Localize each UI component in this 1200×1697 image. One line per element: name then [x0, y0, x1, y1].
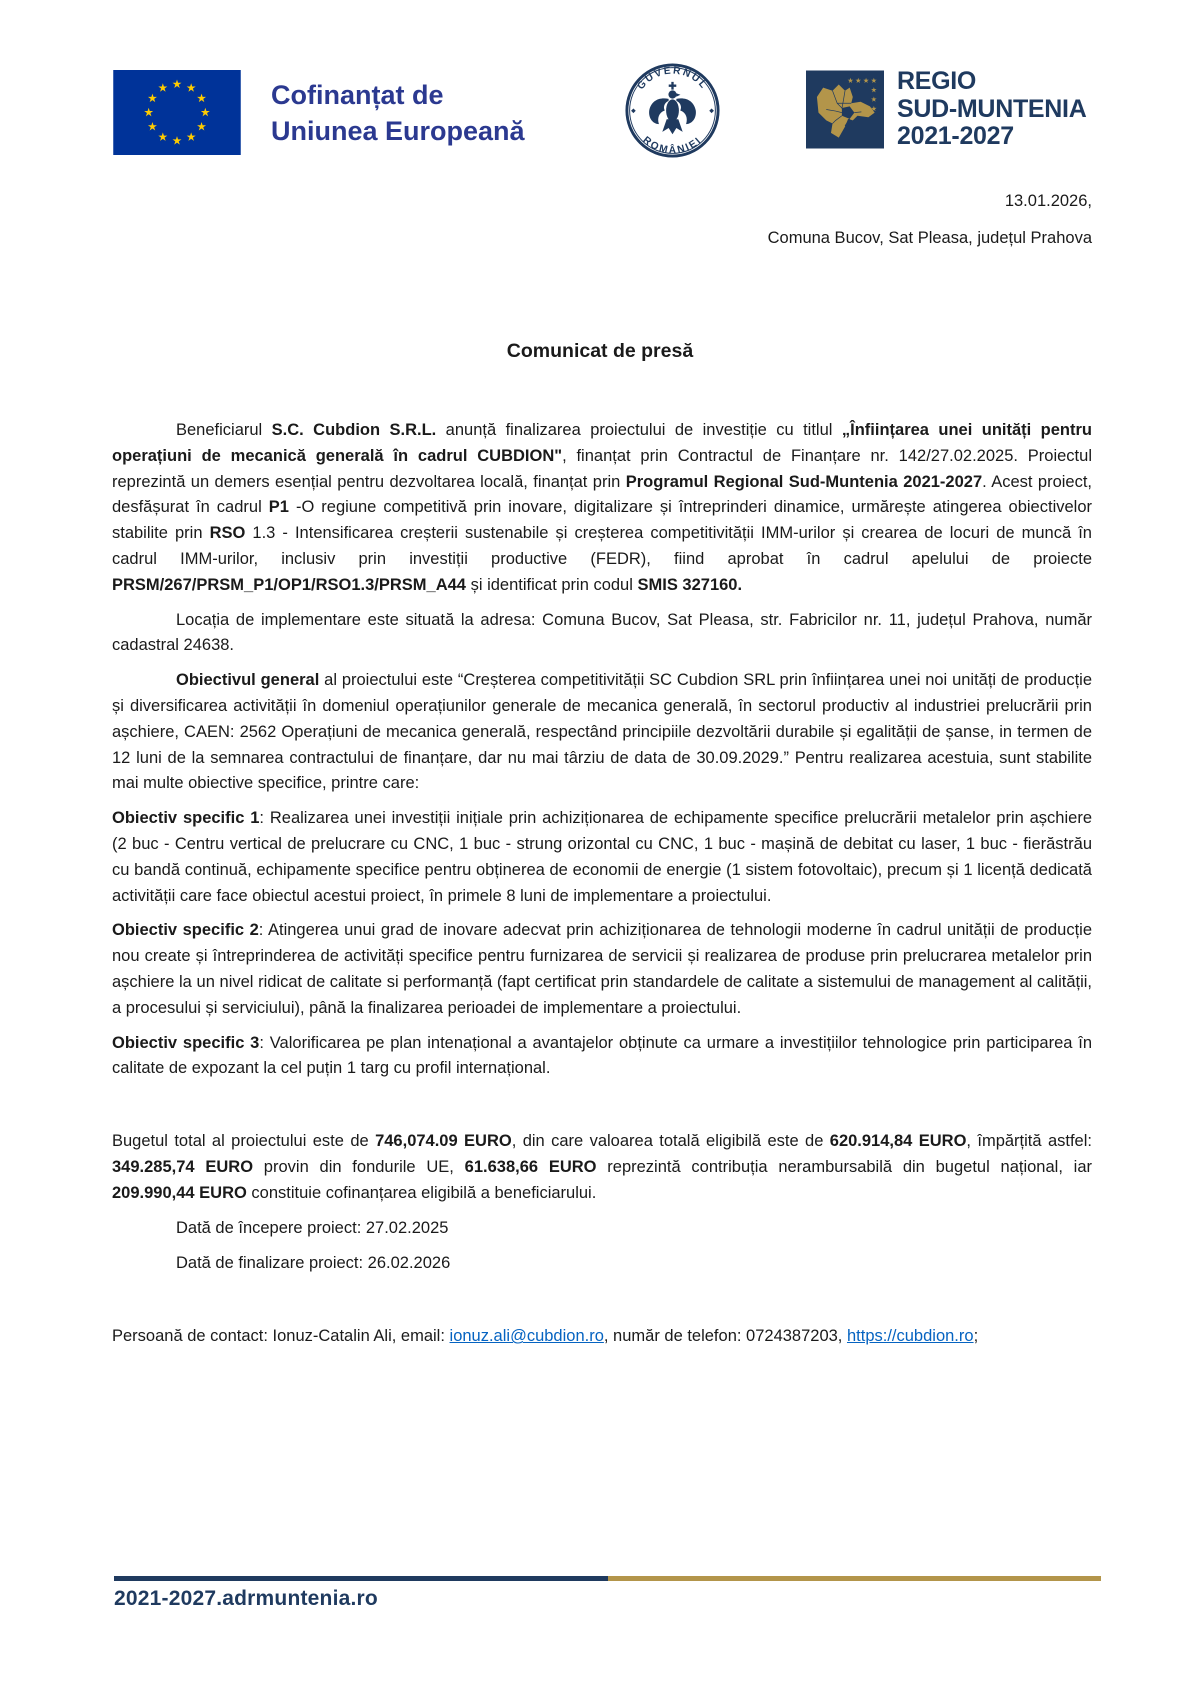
regio-logo — [806, 68, 1086, 151]
end-date-line: Dată de finalizare proiect: 26.02.2026 — [176, 1254, 451, 1273]
footer-divider — [114, 1576, 1101, 1581]
intro-paragraph: Beneficiarul S.C. Cubdion S.R.L. anunță finalizarea proiectului de investiție cu titlul „Înființarea unei unități pentru operațiuni de mecanică generală în cadrul CUBDION", finanțat prin Contractul de Finanțare nr. 142/27.02.2025. Proiectul reprezintă un demers esențial pentru dezvoltarea locală, finanțat prin Programul Regional Sud-Muntenia 2021-2027. Acest proiect, desfășurat în cadrul P1 -O regiune competitivă prin inovare, digitalizare și întreprinderi dinamice, urmărește atingerea obiectivelor stabilite prin RSO 1.3 - Intensificarea creșterii sustenabile și creșterea competitivității IMM-urilor și crearea de locuri de muncă în cadrul IMM-urilor, inclusiv prin investiții productive (FEDR), fiind aprobat în cadrul apelului de proiecte PRSM/267/PRSM_P1/OP1/RSO1.3/PRSM_A44 și identificat prin codul SMIS 327160. — [112, 421, 1093, 594]
regio-logo-caption — [897, 68, 1086, 151]
gov-seal-icon — [624, 62, 721, 159]
dateline-date: 13.01.2026, — [1004, 192, 1092, 210]
eu-logo — [113, 70, 525, 155]
gov-seal-bottom-text: ROMÂNIEI — [640, 134, 705, 157]
dateline-location: Comuna Bucov, Sat Pleasa, județul Prahova — [767, 229, 1092, 247]
gov-seal-top-text: GUVERNUL — [635, 65, 710, 92]
page-title: Comunicat de presă — [506, 340, 694, 362]
eu-caption-line1: Cofinanțat de — [271, 79, 444, 110]
regio-caption-line2: SUD-MUNTENIA — [897, 94, 1087, 123]
eu-flag-icon — [113, 70, 241, 155]
regio-map-icon — [806, 69, 884, 150]
footer-divider-gold — [608, 1576, 1102, 1581]
footer-divider-navy — [114, 1576, 608, 1581]
document-body — [112, 418, 1092, 1359]
objective-3-paragraph: Obiectiv specific 3: Valorificarea pe plan intenațional a avantajelor obținute ca urmare a investițiilor tehnologice prin participarea în calitate de expozant la cel puțin 1 targ cu profil internațional. — [112, 1033, 1093, 1078]
contact-link[interactable]: ionuz.ali@cubdion.ro — [449, 1327, 604, 1346]
regio-caption-line3: 2021-2027 — [897, 122, 1014, 150]
eu-logo-caption — [271, 77, 525, 149]
contact-link[interactable]: https://cubdion.ro — [846, 1327, 974, 1346]
gov-logo — [624, 62, 721, 164]
budget-paragraph: Bugetul total al proiectului este de 746,074.09 EURO, din care valoarea totală eligibilă este de 620.914,84 EURO, împărțită astfel: 349.285,74 EURO provin din fondurile UE, 61.638,66 EURO reprezintă contribuția nerambursabilă din bugetul național, iar 209.990,44 EURO constituie cofinanțarea eligibilă a beneficiarului. — [112, 1132, 1093, 1202]
start-date-line: Dată de începere proiect: 27.02.2025 — [176, 1218, 449, 1237]
regio-caption-line1: REGIO — [897, 67, 977, 95]
objective-2-paragraph: Obiectiv specific 2: Atingerea unui grad de inovare adecvat prin achiziționarea de tehnologii moderne în cadrul unității de producție nou create și întreprinderea de activități specifice pentru furnizarea de servicii și realizarea de produse prin prelucrarea metalelor prin așchiere la un nivel ridicat de calitate si performanță (fapt certificat prin standardele de calitate a sistemului de management al calității, a procesului și serviciului), până la finalizarea perioadei de implementare a proiectului. — [112, 921, 1092, 1017]
general-objective-paragraph: Obiectivul general al proiectului este “Creșterea competitivității SC Cubdion SRL prin înființarea unei noi unități de producție și diversificarea activității în domeniul operațiunilor generale de mecanica generală, în sectorul productiv al industriei prelucrării prin așchiere, CAEN: 2562 Operațiuni de mecanica generală, respectând principiile dezvoltării durabile și egalității de șanse, in termen de 12 luni de la semnarea contractului de finanțare, dar nu mai târziu de data de 30.09.2029.” Pentru realizarea acestuia, sunt stabilite mai multe obiective specifice, printre care: — [112, 671, 1092, 793]
dateline — [768, 183, 1092, 257]
objective-1-paragraph: Obiectiv specific 1: Realizarea unei investiții inițiale prin achiziționarea de echipamente specifice prelucrării metalelor prin așchiere (2 buc - Centru vertical de prelucrare cu CNC, 1 buc - strung orizontal cu CNC, 1 buc - mașină de debitat cu laser, 1 buc - fierăstrău cu bandă continuă, echipamente specifice pentru obținerea de economii de energie (1 sistem fotovoltaic), precum și 1 licență dedicată activității care face obiectul acestui proiect, în primele 8 luni de implementare a proiectului. — [112, 809, 1092, 905]
eu-caption-line2: Uniunea Europeană — [271, 115, 525, 146]
contact-paragraph: Persoană de contact: Ionuz-Catalin Ali, email: ionuz.ali@cubdion.ro, număr de telefon: 0724387203, https://cubdion.ro; — [112, 1327, 979, 1346]
footer-website: 2021-2027.adrmuntenia.ro — [114, 1587, 378, 1610]
location-paragraph: Locația de implementare este situată la adresa: Comuna Bucov, Sat Pleasa, str. Fabricilor nr. 11, județul Prahova, număr cadastral 24638. — [112, 610, 1092, 655]
